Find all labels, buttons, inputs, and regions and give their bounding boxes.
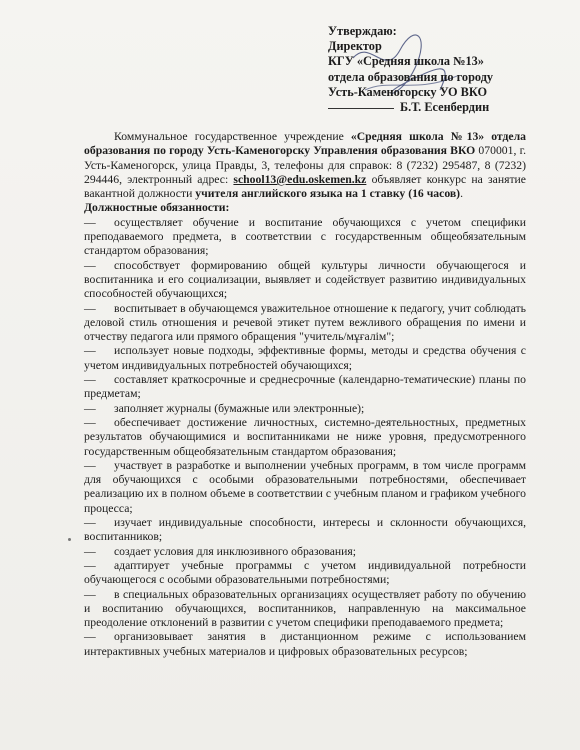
list-item xyxy=(84,459,526,516)
vacancy-position: учителя английского языка на 1 ставку (16 часов) xyxy=(195,187,461,201)
intro-text: . xyxy=(460,187,464,201)
approval-line: отдела образования по городу xyxy=(328,69,494,84)
dash-marker: — xyxy=(84,630,96,644)
approval-line: КГУ «Средняя школа №13» xyxy=(328,54,484,69)
dash-marker: — xyxy=(84,373,96,387)
list-item xyxy=(84,302,526,345)
email-link[interactable]: school13@edu.oskemen.kz xyxy=(233,172,367,186)
dash-marker: — xyxy=(84,401,96,415)
list-item xyxy=(84,416,526,459)
duty-text: обеспечивает достижение личностных, системно-деятельностных, предметных результатов обучающимися и воспитанниками не ниже уровня, предусмотренного государственным общеобязательным стандартом образования; xyxy=(84,415,526,458)
intro-contacts: 070001, г. Усть-Каменогорск, улица Правды, 3, телефоны для справок: 8 (7232) 295487, 8 (7232) 294446, электронный адрес: xyxy=(84,144,526,186)
scan-speck xyxy=(68,538,71,541)
dash-marker: — xyxy=(84,301,96,315)
signature-underline xyxy=(328,108,394,109)
duty-text: адаптирует учебные программы с учетом индивидуальной потребности обучающегося с особыми образовательными потребностями; xyxy=(84,558,526,587)
intro-text: объявляет конкурс на занятие вакантной должности xyxy=(84,172,526,201)
signer-line xyxy=(328,100,493,115)
approval-line: Усть-Каменогорску УО ВКО xyxy=(328,84,488,99)
list-item xyxy=(84,216,526,259)
list-item xyxy=(84,373,526,402)
list-item xyxy=(84,259,526,302)
duty-text: составляет краткосрочные и среднесрочные (календарно-тематические) планы по предметам; xyxy=(84,373,526,401)
dash-marker: — xyxy=(84,516,96,530)
dash-marker: — xyxy=(84,587,96,601)
list-item xyxy=(84,344,526,373)
list-item xyxy=(84,545,526,559)
dash-marker: — xyxy=(84,458,96,472)
dash-marker: — xyxy=(84,415,96,429)
dash-marker: — xyxy=(84,558,96,572)
list-item xyxy=(84,516,526,545)
dash-marker: — xyxy=(84,544,96,558)
dash-marker: — xyxy=(84,258,96,272)
duty-text: создает условия для инклюзивного образования; xyxy=(114,544,357,558)
duty-text: использует новые подходы, эффективные формы, методы и средства обучения с учетом индивидуальных потребностей обучающихся; xyxy=(84,344,526,372)
duty-text: способствует формированию общей культуры личности обучающегося и воспитанника и его социализации, выявляет и содействует развитию индивидуальных способностей обучающихся; xyxy=(84,258,526,301)
list-item xyxy=(84,559,526,588)
intro-paragraph xyxy=(84,130,526,201)
list-item xyxy=(84,588,526,631)
duties-list xyxy=(84,216,526,659)
intro-text: Коммунальное государственное учреждение xyxy=(114,130,351,143)
duty-text: участвует в разработке и выполнении учебных программ, в том числе программ для обучающихся с особыми образовательными потребностями, обеспечивает реализацию их в полном объеме в соответствии с учебным планом и графиком учебного процесса; xyxy=(84,458,526,515)
duty-text: в специальных образовательных организациях осуществляет работу по обучению и воспитанию обучающихся, воспитанников, направленную на максимальное преодоление отклонений в развитии с учетом специфики преподаваемого предмета; xyxy=(84,587,526,630)
duty-text: воспитывает в обучающемся уважительное отношение к педагогу, учит соблюдать деловой стиль отношения и речевой этикет путем вежливого обращения по имени и отчеству педагога или прямого обращения "учитель/мұғалім"; xyxy=(84,301,526,344)
duty-text: изучает индивидуальные способности, интересы и склонности обучающихся, воспитанников; xyxy=(84,516,526,544)
approval-line: Директор xyxy=(328,39,382,54)
dash-marker: — xyxy=(84,344,96,358)
approval-line: Утверждаю: xyxy=(328,24,397,38)
signer-name: Б.Т. Есенбердин xyxy=(400,100,490,115)
approval-block xyxy=(328,24,493,115)
dash-marker: — xyxy=(84,215,96,229)
duty-text: организовывает занятия в дистанционном режиме с использованием интерактивных учебных материалов и цифровых образовательных ресурсов; xyxy=(84,630,526,658)
duty-text: заполняет журналы (бумажные или электронные); xyxy=(114,401,365,415)
document-body xyxy=(84,130,526,659)
school-name: «Средняя школа №13» отдела образования по городу Усть-Каменогорску Управления образования ВКО xyxy=(84,130,526,158)
list-item xyxy=(84,630,526,659)
list-item xyxy=(84,402,526,416)
duty-text: осуществляет обучение и воспитание обучающихся с учетом специфики преподаваемого предмета, в соответствии с государственным общеобязательным стандартом образования; xyxy=(84,215,526,258)
duties-title: Должностные обязанности: xyxy=(84,201,230,215)
